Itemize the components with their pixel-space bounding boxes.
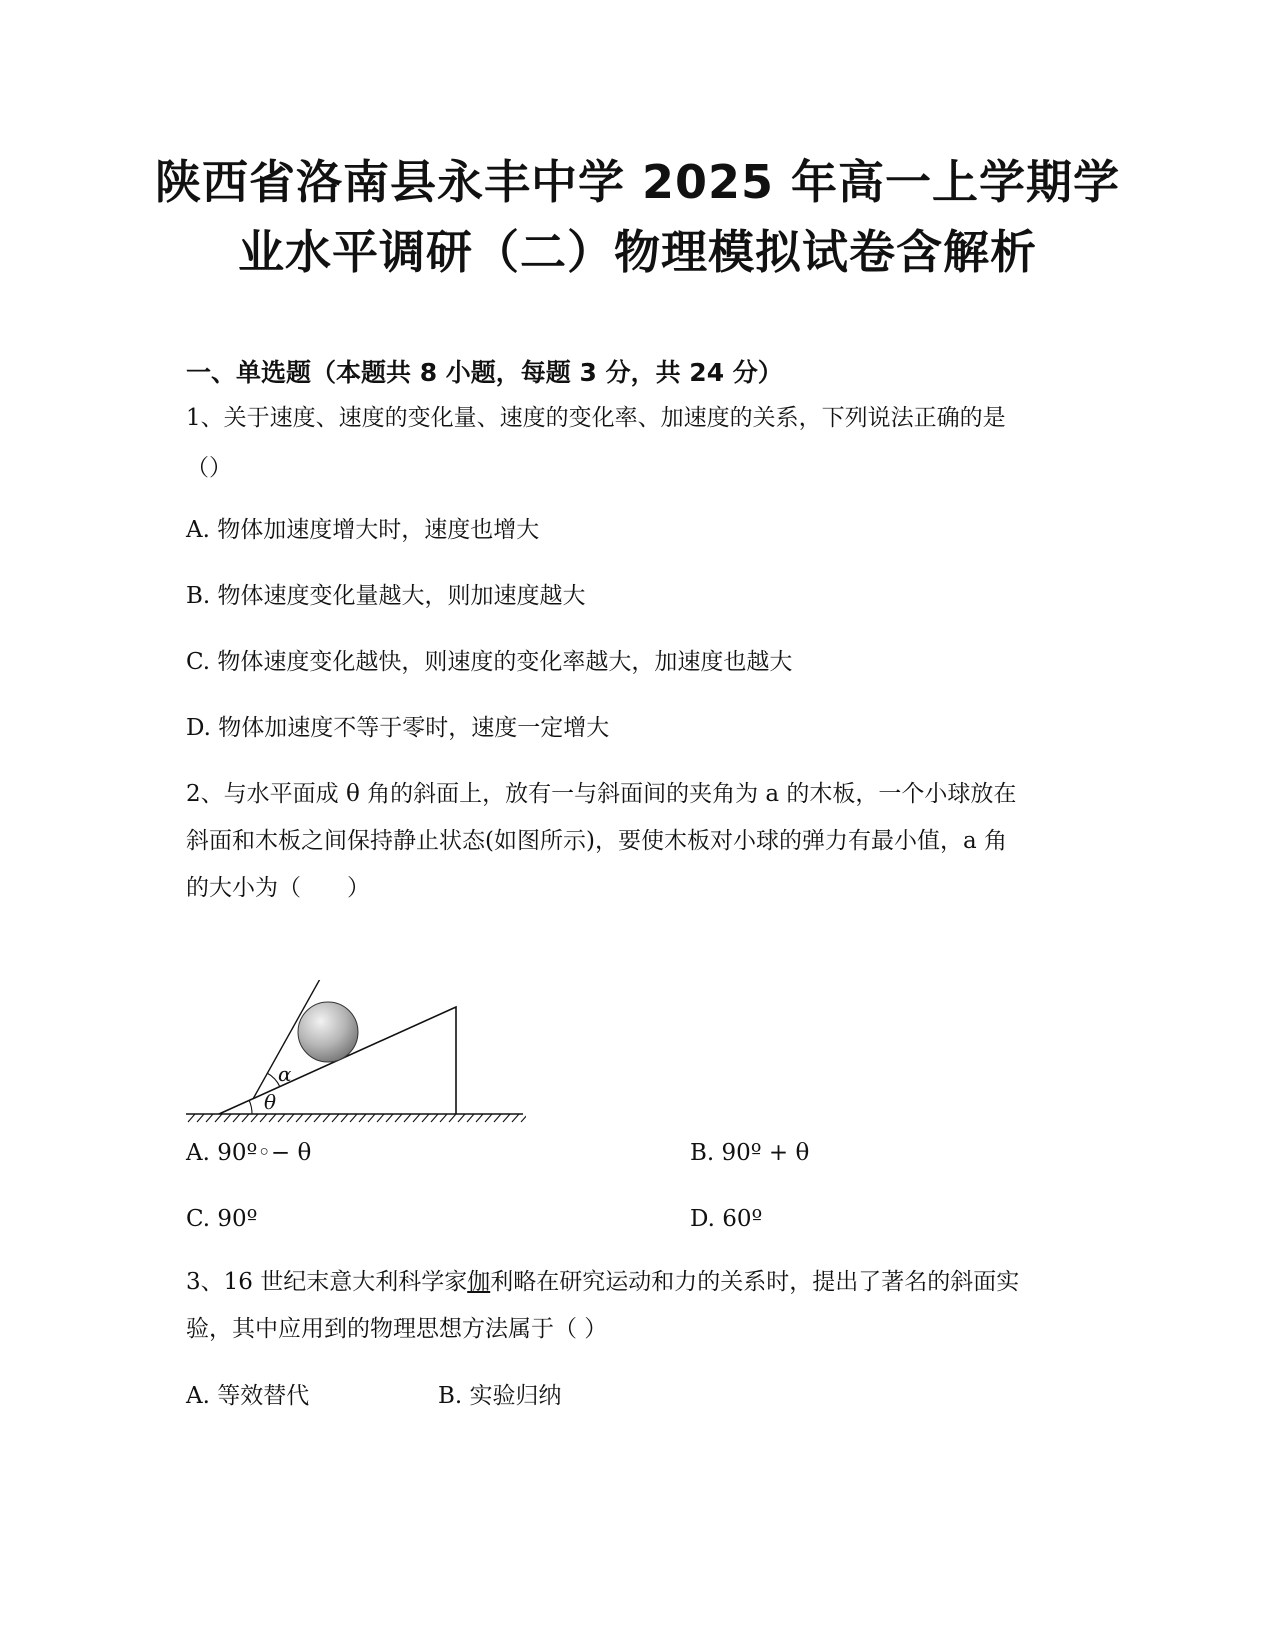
q2-stem-line-1: 2、与水平面成 θ 角的斜面上，放有一与斜面间的夹角为 a 的木板，一个小球放在 [186,781,1017,807]
hatch-mark [404,1114,411,1122]
hatch-mark [215,1114,222,1122]
q3-stem-line-1 [186,1266,1019,1298]
hatch-mark [314,1114,321,1122]
hatch-mark [341,1114,348,1122]
hatch-mark [359,1114,366,1122]
title-line-1: 陕西省洛南县永丰中学 2025 年高一上学期学 [154,155,1121,209]
hatch-mark [395,1114,402,1122]
hatch-mark [467,1114,474,1122]
hatch-mark [260,1114,267,1122]
q1-stem-line-1: 1、关于速度、速度的变化量、速度的变化率、加速度的关系，下列说法正确的是 [186,405,1006,431]
hatch-mark [224,1114,231,1122]
hatch-mark [188,1114,195,1122]
hatch-mark [521,1114,526,1122]
hatch-mark [305,1114,312,1122]
q1-stem-line-2: （） [186,455,232,481]
incline-figure [186,980,526,1155]
hatch-mark [287,1114,294,1122]
ball [298,1002,358,1062]
hatch-mark [278,1114,285,1122]
q1-option-a: A. 物体加速度增大时，速度也增大 [186,517,540,543]
hatch-mark [377,1114,384,1122]
hatch-mark [296,1114,303,1122]
ground-hatching [188,1114,526,1122]
hatch-mark [206,1114,213,1122]
hatch-mark [197,1114,204,1122]
title-line-2: 业水平调研（二）物理模拟试卷含解析 [238,225,1037,279]
hatch-mark [413,1114,420,1122]
q3-option-b: B. 实验归纳 [438,1383,562,1409]
hatch-mark [449,1114,456,1122]
hatch-mark [422,1114,429,1122]
hatch-mark [323,1114,330,1122]
hatch-mark [485,1114,492,1122]
hatch-mark [386,1114,393,1122]
hatch-mark [440,1114,447,1122]
q2-stem-line-3: 的大小为（ ） [186,875,370,901]
hatch-mark [233,1114,240,1122]
hatch-mark [512,1114,519,1122]
hatch-mark [458,1114,465,1122]
hatch-mark [494,1114,501,1122]
q3-stem-line-2: 验，其中应用到的物理思想方法属于（ ） [186,1316,608,1342]
q1-option-d: D. 物体加速度不等于零时，速度一定增大 [186,715,610,741]
q2-option-c: C. 90º [186,1206,258,1232]
q1-option-c: C. 物体速度变化越快，则速度的变化率越大，加速度也越大 [186,649,793,675]
hatch-mark [332,1114,339,1122]
hatch-mark [269,1114,276,1122]
hatch-mark [476,1114,483,1122]
section-heading: 一、单选题（本题共 8 小题，每题 3 分，共 24 分） [186,358,783,387]
q3-stem-underlined: 伽 [467,1269,491,1295]
hatch-mark [242,1114,249,1122]
q2-option-b: B. 90º + θ [690,1140,810,1166]
q3-stem-post: 利略在研究运动和力的关系时，提出了著名的斜面实 [490,1269,1020,1295]
q2-option-a: A. 90º◦− θ [186,1140,312,1166]
hatch-mark [368,1114,375,1122]
q2-option-d: D. 60º [690,1206,763,1232]
hatch-mark [350,1114,357,1122]
alpha-label: α [278,1062,292,1086]
theta-arc [249,1100,252,1114]
hatch-mark [503,1114,510,1122]
q2-stem-line-2: 斜面和木板之间保持静止状态(如图所示)，要使木板对小球的弹力有最小值，a 角 [186,828,1007,854]
q1-option-b: B. 物体速度变化量越大，则加速度越大 [186,583,586,609]
theta-label: θ [264,1090,277,1114]
q3-stem-pre: 3、16 世纪末意大利科学家 [186,1269,468,1295]
q3-option-a: A. 等效替代 [186,1383,310,1409]
hatch-mark [251,1114,258,1122]
hatch-mark [431,1114,438,1122]
